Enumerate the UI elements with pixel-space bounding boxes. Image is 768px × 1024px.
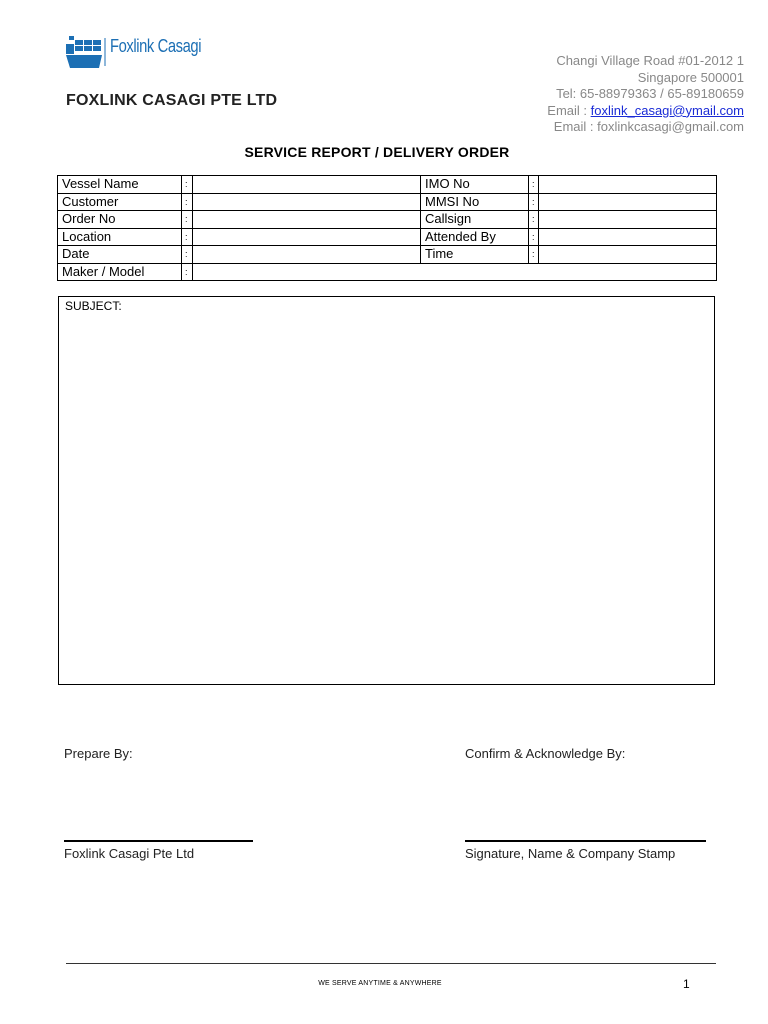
table-row (58, 263, 717, 281)
separator: : (182, 176, 193, 194)
subject-box[interactable] (58, 296, 715, 685)
table-row (58, 228, 717, 246)
separator: : (529, 176, 539, 194)
date-field[interactable] (193, 246, 421, 264)
label-mmsi-no: MMSI No (421, 193, 529, 211)
label-vessel-name: Vessel Name (58, 176, 182, 194)
separator: : (182, 246, 193, 264)
prepare-by-label: Prepare By: (64, 746, 133, 761)
label-maker-model: Maker / Model (58, 263, 182, 281)
label-date: Date (58, 246, 182, 264)
page-number: 1 (683, 977, 690, 991)
email-1 (547, 103, 744, 120)
label-attended-by: Attended By (421, 228, 529, 246)
company-address (547, 53, 744, 136)
separator: : (182, 263, 193, 281)
subject-label: SUBJECT: (65, 299, 122, 313)
confirm-caption: Signature, Name & Company Stamp (465, 846, 676, 861)
label-order-no: Order No (58, 211, 182, 229)
table-row (58, 246, 717, 264)
separator: : (529, 193, 539, 211)
vessel-name-field[interactable] (193, 176, 421, 194)
confirm-by-label: Confirm & Acknowledge By: (465, 746, 626, 761)
customer-field[interactable] (193, 193, 421, 211)
email-1-prefix: Email : (547, 102, 591, 118)
footer-divider (66, 963, 716, 964)
telephone: Tel: 65-88979363 / 65-89180659 (556, 86, 744, 102)
email-1-link[interactable]: foxlink_casagi@ymail.com (590, 102, 744, 118)
imo-no-field[interactable] (539, 176, 717, 194)
label-location: Location (58, 228, 182, 246)
time-field[interactable] (539, 246, 717, 264)
separator: : (529, 211, 539, 229)
confirm-signature-line (465, 840, 706, 842)
maker-model-field[interactable] (193, 263, 717, 281)
table-row (58, 193, 717, 211)
email-2: Email : foxlinkcasagi@gmail.com (553, 119, 744, 135)
company-name: FOXLINK CASAGI PTE LTD (66, 92, 278, 109)
mmsi-no-field[interactable] (539, 193, 717, 211)
label-time: Time (421, 246, 529, 264)
address-line-2: Singapore 500001 (637, 69, 744, 85)
label-imo-no: IMO No (421, 176, 529, 194)
attended-by-field[interactable] (539, 228, 717, 246)
order-no-field[interactable] (193, 211, 421, 229)
label-customer: Customer (58, 193, 182, 211)
separator: : (529, 228, 539, 246)
document-title: SERVICE REPORT / DELIVERY ORDER (244, 144, 510, 160)
info-table (57, 175, 717, 281)
logo-text: Foxlink Casagi (110, 36, 202, 56)
table-row (58, 176, 717, 194)
separator: : (182, 228, 193, 246)
separator: : (182, 193, 193, 211)
prepare-signature-line (64, 840, 253, 842)
address-line-1: Changi Village Road #01-2012 1 (556, 53, 744, 68)
separator: : (529, 246, 539, 264)
table-row (58, 211, 717, 229)
callsign-field[interactable] (539, 211, 717, 229)
location-field[interactable] (193, 228, 421, 246)
label-callsign: Callsign (421, 211, 529, 229)
footer-tagline: WE SERVE ANYTIME & ANYWHERE (318, 980, 442, 987)
prepare-company: Foxlink Casagi Pte Ltd (64, 846, 195, 861)
separator: : (182, 211, 193, 229)
